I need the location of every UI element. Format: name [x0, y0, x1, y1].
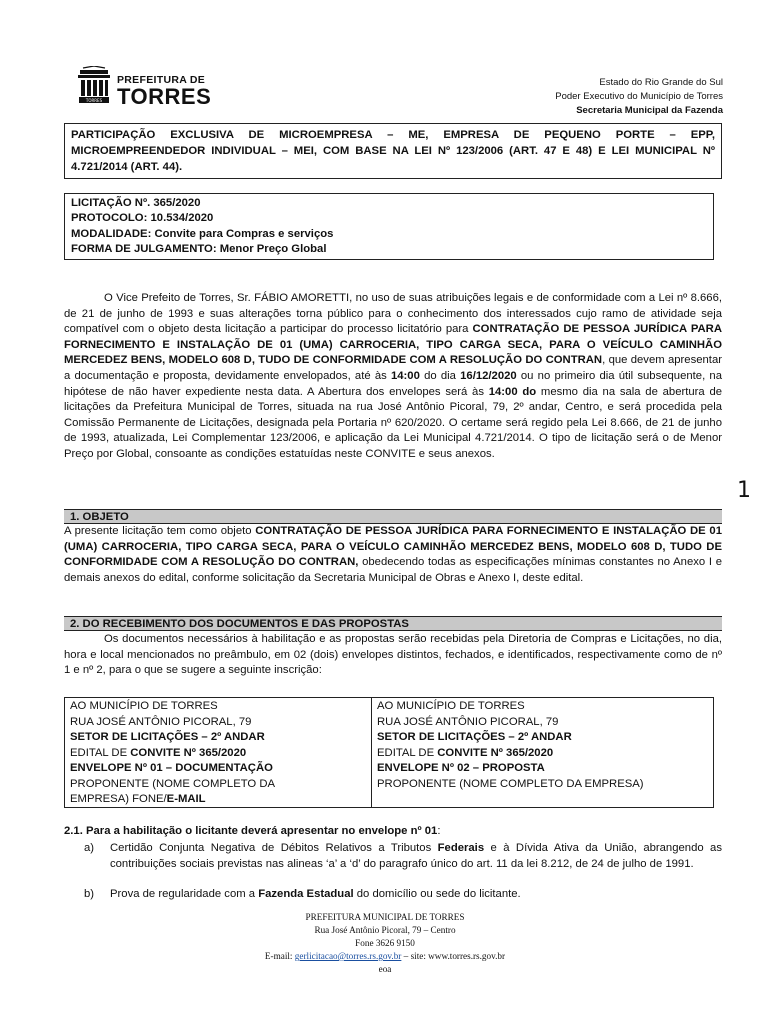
envelope-contact — [70, 792, 366, 808]
envelope-proponent: PROPONENTE (NOME COMPLETO DA — [70, 777, 276, 790]
item-bold: Federais — [437, 842, 485, 854]
footer-address: Rua José Antônio Picoral, 79 – Centro — [314, 925, 456, 935]
item-text: Prova de regularidade com a — [110, 888, 259, 900]
envelope-address: RUA JOSÉ ANTÔNIO PICORAL, 79 — [70, 715, 252, 728]
list-item — [64, 887, 722, 903]
envelope-number: ENVELOPE Nº 01 – DOCUMENTAÇÃO — [70, 762, 273, 774]
envelope-recipient: AO MUNICÍPIO DE TORRES — [377, 700, 525, 712]
logo-text-prefeitura: PREFEITURA DE — [117, 74, 206, 86]
envelope-contact-prefix: EMPRESA) FONE/ — [70, 793, 167, 805]
list-item — [64, 841, 722, 872]
page-footer — [0, 911, 770, 976]
subsection-envelope-num: 01 — [424, 825, 438, 837]
exclusive-participation-notice — [64, 123, 722, 179]
bid-number: LICITAÇÃO Nº. 365/2020 — [71, 197, 201, 209]
envelope-edital-number: CONVITE Nº 365/2020 — [130, 746, 247, 759]
bid-info-box — [64, 193, 714, 260]
bid-modality: MODALIDADE: Convite para Compras e serviços — [71, 227, 334, 240]
issuer-block — [555, 76, 723, 118]
footer-email-link[interactable]: gerlicitacao@torres.rs.gov.br — [294, 951, 402, 961]
footer-initials: eoa — [378, 964, 392, 974]
preamble-text: do dia — [419, 369, 461, 382]
objeto-text: A presente licitação tem como objeto — [64, 525, 256, 537]
section-heading-recebimento: 2. DO RECEBIMENTO DOS DOCUMENTOS E DAS PROPOSTAS — [64, 616, 722, 631]
list-marker: b) — [84, 888, 95, 900]
list-item-text — [110, 841, 722, 872]
city-emblem-icon — [77, 66, 111, 106]
envelope-number: ENVELOPE Nº 02 – PROPOSTA — [377, 762, 545, 774]
protocol-number: PROTOCOLO: 10.534/2020 — [71, 212, 214, 225]
subsection-colon: : — [437, 825, 441, 837]
footer-site: – site: www.torres.rs.gov.br — [401, 951, 506, 961]
notice-text: PARTICIPAÇÃO EXCLUSIVA DE MICROEMPRESA – ME, EMPRESA DE PEQUENO PORTE – EPP, MICROEMPREENDEDOR INDIVIDUAL – MEI, COM BASE NA LEI Nº 123/2006 (ART. 47 E 48) E LEI MUNICIPAL Nº 4.721/2014 (ART. 44). — [71, 129, 715, 173]
preamble-text: mesmo dia na sala de abertura de licitações da Prefeitura Municipal de Torres, situada na rua José Antônio Picoral, 79, 2º andar, Centro, e será procedida pela Comissão Permanente de Licitações, designada pela Portaria nº 620/2020. O certame será regido pela Lei 8.666, de 21 de junho de 1993, atualizada, Lei Complementar 123/2006, e aplicação da Lei Municipal 4.721/2014. O tipo de licitação será o de Menor Preço por Global, consoante as condições estatuídas neste CONVITE e seus anexos. — [64, 385, 723, 460]
envelope-address: RUA JOSÉ ANTÔNIO PICORAL, 79 — [377, 715, 559, 728]
envelope-edital-prefix: EDITAL DE — [70, 746, 131, 759]
issuer-state: Estado do Rio Grande do Sul — [599, 77, 723, 88]
prefeitura-logo — [77, 64, 217, 112]
objeto-description: CONTRATAÇÃO DE PESSOA JURÍDICA PARA FORNECIMENTO E INSTALAÇÃO DE 01 (UMA) CARROCERIA, TIPO CARGA SECA, PARA O VEÍCULO CAMINHÃO MERCEDEZ BENS, MODELO 608 D, TUDO DE CONFORMIDADE COM A RESOLUÇÃO DO CONTRAN, — [64, 525, 722, 569]
footer-phone: Fone 3626 9150 — [355, 938, 415, 948]
envelope-edital-prefix: EDITAL DE — [377, 746, 438, 759]
preamble-text: , que devem apresentar a documentação e proposta, devidamente envelopados, até às — [64, 354, 722, 382]
item-text: e à Dívida Ativa da União, abrangendo as contribuições sociais previstas nas alineas ‘a’ a ‘d’ do paragrafo único do art. 11 da lei 8.212, de 24 de julho de 1991. — [110, 842, 722, 870]
item-text: do domicílio ou sede do licitante. — [353, 888, 521, 900]
preamble-text: O Vice Prefeito de Torres, Sr. FÁBIO AMORETTI, no uso de suas atribuições legais e de conformidade com a Lei nº 8.666, de 21 de junho de 1993 e suas alterações torna público para o conhecimento dos interessados cujo ramo de atividade seja compatível com o objeto desta licitação a participar do processo licitatório para — [64, 292, 722, 336]
deadline-date: 16/12/2020 — [460, 369, 517, 382]
envelope-edital — [377, 746, 708, 762]
footer-org: PREFEITURA MUNICIPAL DE TORRES — [305, 912, 465, 922]
page-number: 1 — [737, 478, 751, 503]
preamble-paragraph — [64, 291, 722, 463]
subsection-heading-habilitacao — [64, 825, 440, 837]
judgment-form: FORMA DE JULGAMENTO: Menor Preço Global — [71, 243, 327, 256]
opening-time: 14:00 do — [488, 385, 537, 398]
envelope-edital — [70, 746, 366, 762]
issuer-power: Poder Executivo do Município de Torres — [555, 91, 723, 102]
footer-email-prefix: E-mail: — [264, 951, 295, 961]
item-bold: Fazenda Estadual — [258, 888, 354, 900]
section-heading-objeto: 1. OBJETO — [64, 509, 722, 524]
emblem-label: TORRES — [85, 98, 103, 103]
envelope-proponent: PROPONENTE (NOME COMPLETO DA EMPRESA) — [377, 777, 644, 790]
envelope-sector: SETOR DE LICITAÇÕES – 2º ANDAR — [70, 731, 265, 743]
objeto-paragraph — [64, 524, 722, 586]
footer-contact — [0, 950, 770, 963]
preamble-text: ou no primeiro dia útil subsequente, na hipótese de não haver expediente nesta data. A Abertura dos envelopes será às — [64, 369, 722, 398]
list-marker: a) — [84, 842, 95, 854]
objeto-text: obedecendo todas as especificações mínimas constantes no Anexo I e demais anexos do edital, conforme solicitação da Secretaria Municipal de Obras e Anexo I, deste edital. — [64, 556, 722, 584]
list-item-text — [110, 887, 722, 903]
envelope-1-label — [64, 697, 372, 808]
subsection-title: 2.1. Para a habilitação o licitante deverá apresentar no envelope nº — [64, 825, 425, 837]
envelope-sector: SETOR DE LICITAÇÕES – 2º ANDAR — [377, 731, 572, 743]
envelope-recipient: AO MUNICÍPIO DE TORRES — [70, 700, 218, 712]
logo-text-torres: TORRES — [117, 84, 212, 109]
preamble-object: CONTRATAÇÃO DE PESSOA JURÍDICA PARA FORNECIMENTO E INSTALAÇÃO DE 01 (UMA) CARROCERIA, TIPO CARGA SECA, PARA O VEÍCULO CAMINHÃO MERCEDEZ BENS, MODELO 608 D, TUDO DE CONFORMIDADE COM A RESOLUÇÃO DO CONTRAN — [64, 323, 722, 367]
recebimento-paragraph: Os documentos necessários à habilitação e as propostas serão recebidas pela Diretoria de Compras e Licitações, no dia, hora e local mencionados no preâmbulo, em 02 (dois) envelopes distintos, fechados, e identificados, respectivamente como de nº 1 e nº 2, para o que se sugere a seguinte inscrição: — [64, 633, 722, 677]
envelope-edital-number: CONVITE Nº 365/2020 — [437, 746, 554, 759]
deadline-time: 14:00 — [390, 369, 420, 382]
envelope-contact-email: E-MAIL — [166, 793, 206, 805]
issuer-secretariat: Secretaria Municipal da Fazenda — [576, 105, 723, 116]
item-text: Certidão Conjunta Negativa de Débitos Relativos a Tributos — [110, 842, 438, 854]
envelope-2-label — [372, 697, 714, 808]
